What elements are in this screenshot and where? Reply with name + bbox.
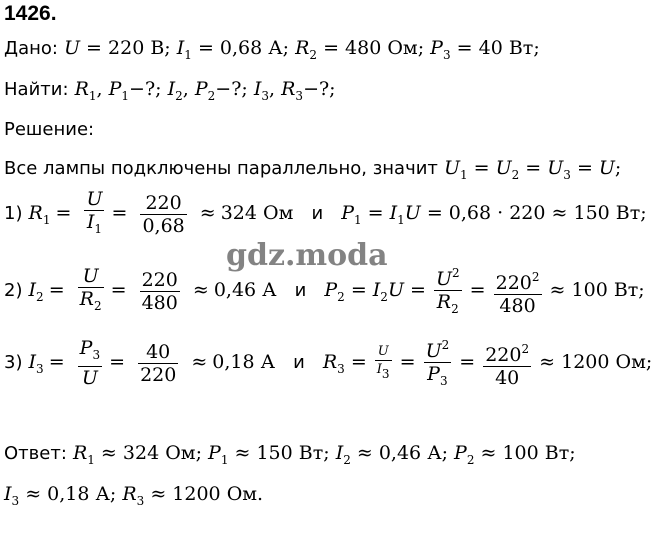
p1-value: 150 Вт [573, 202, 641, 224]
step1-line: 1) $R_1$ = $\frac{U}{I_1}$ = $\frac{220}{0,68}$ ≈ 324 Ом и $P_1 = I_1U = 0,68 \cdot 220 \approx 150$ Вт; [4, 188, 647, 240]
problem-number: 1426. [4, 2, 57, 25]
given-i1: 0,68 А [219, 37, 283, 59]
solution-label: Решение: [4, 119, 95, 140]
i3-value: 0,18 А [212, 351, 276, 373]
i2-value: 0,46 А [213, 279, 277, 301]
step1-frac-symbolic: $\frac{U}{I_1}$ [86, 188, 103, 236]
parallel-text: Все лампы подключены параллельно, значит [4, 158, 438, 179]
find-line: Найти: $R_1$, $P_1-$?; $I_2$, $P_2-$?; $I_3$, $R_3-$?; [4, 78, 336, 103]
parallel-line: Все лампы подключены параллельно, значит $U_1 = U_2 = U_3 = U$; [4, 157, 622, 182]
watermark-logo: gdz.moda [226, 238, 388, 273]
answer-line-1: Ответ: $R_1 \approx 324$ Ом; $P_1 \approx 150$ Вт; $I_2 \approx 0,46$ А; $P_2 \approx 100$ Вт; [4, 442, 576, 467]
given-line: Дано: U = 220 В; $I_1 = 0,68$ А; $R_2 = 480$ Ом; $P_3 = 40$ Вт; [4, 37, 540, 62]
r3-value: 1200 Ом [561, 351, 646, 373]
answer-label: Ответ: [4, 443, 67, 464]
given-u: 220 В [108, 37, 165, 59]
p2-value: 100 Вт [571, 279, 639, 301]
given-r2: 480 Ом [345, 37, 418, 59]
r1-value: 324 Ом [220, 202, 294, 224]
given-p3: 40 Вт [478, 37, 534, 59]
step1-frac-numeric: $\frac{220}{0,68}$ [142, 191, 185, 237]
find-label: Найти: [4, 79, 69, 100]
step2-line: 2) $I_2$ = $\frac{U}{R_2}$ = $\frac{220}{480}$ ≈ 0,46 А и $P_2 = I_2U$ = $\frac{U^2}{R_2}$ = $\frac{220^2}{480}$ ≈ 100 Вт; [4, 262, 645, 320]
given-label: Дано: [4, 38, 58, 59]
step3-line: 3) $I_3$ = $\frac{P_3}{U}$ = $\frac{40}{220}$ ≈ 0,18 А и $R_3$ = $\frac{U}{I_3}$ = $\frac{U^2}{P_3}$ = $\frac{220^2}{40}$ ≈ 1200 Ом; [4, 334, 652, 392]
answer-line-2: $I_3 \approx 0,18$ А; $R_3 \approx 1200$ Ом. [4, 483, 264, 508]
